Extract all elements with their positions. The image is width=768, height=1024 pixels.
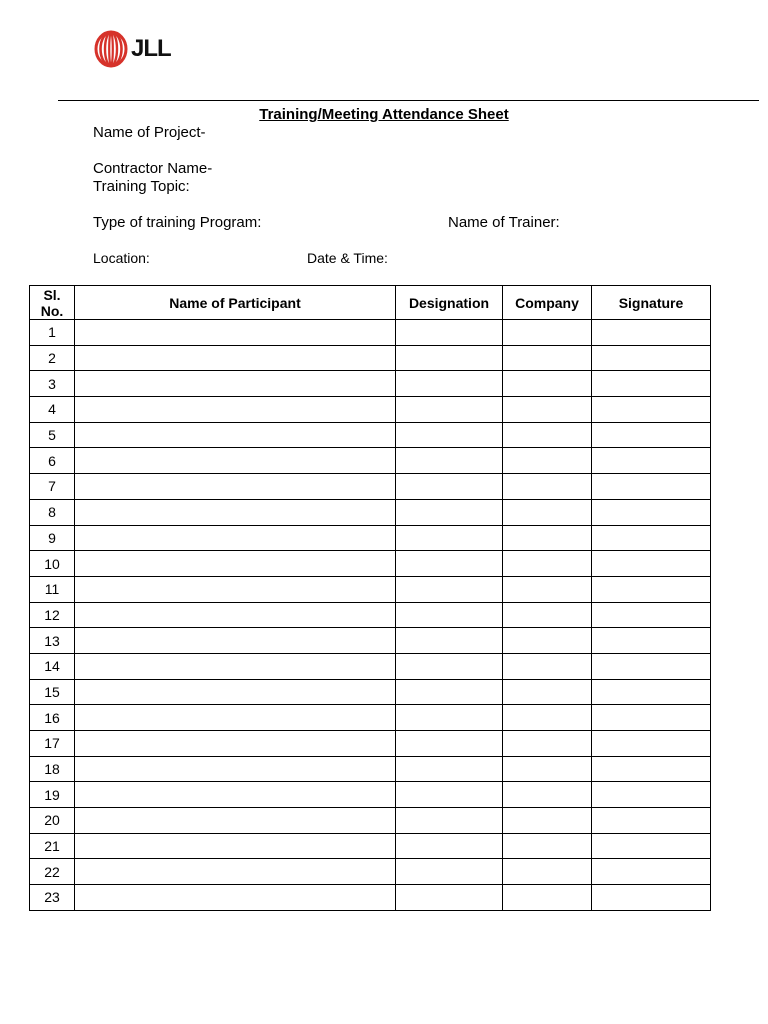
table-row [30,808,711,834]
signature-header: Signature [592,286,711,320]
sl-no-cell: 21 [30,833,75,859]
company-cell[interactable] [503,859,592,885]
table-row [30,551,711,577]
designation-cell[interactable] [396,679,503,705]
table-row [30,628,711,654]
sl-no-cell: 13 [30,628,75,654]
signature-cell[interactable] [592,499,711,525]
participant-name-cell[interactable] [75,833,396,859]
sl-no-cell: 20 [30,808,75,834]
participant-name-cell[interactable] [75,474,396,500]
table-row [30,833,711,859]
participant-name-cell[interactable] [75,705,396,731]
participant-name-cell[interactable] [75,679,396,705]
participant-name-cell[interactable] [75,756,396,782]
project-name-label: Name of Project- [93,124,206,141]
participant-name-cell[interactable] [75,628,396,654]
designation-cell[interactable] [396,371,503,397]
company-cell[interactable] [503,653,592,679]
participant-name-cell[interactable] [75,397,396,423]
designation-cell[interactable] [396,833,503,859]
designation-cell[interactable] [396,474,503,500]
sl-no-cell: 2 [30,345,75,371]
participant-name-cell[interactable] [75,576,396,602]
signature-cell[interactable] [592,422,711,448]
training-program-type-label: Type of training Program: [93,214,262,231]
table-row [30,320,711,346]
participant-name-cell[interactable] [75,448,396,474]
participant-name-cell[interactable] [75,653,396,679]
designation-header: Designation [396,286,503,320]
participant-name-cell[interactable] [75,808,396,834]
table-row [30,448,711,474]
company-cell[interactable] [503,474,592,500]
company-cell[interactable] [503,756,592,782]
jll-sphere-icon [94,30,128,68]
designation-cell[interactable] [396,551,503,577]
designation-cell[interactable] [396,345,503,371]
company-cell[interactable] [503,345,592,371]
designation-cell[interactable] [396,397,503,423]
sl-no-cell: 3 [30,371,75,397]
sl-no-cell: 9 [30,525,75,551]
sl-no-cell: 23 [30,885,75,911]
company-cell[interactable] [503,808,592,834]
sl-no-cell: 18 [30,756,75,782]
signature-cell[interactable] [592,859,711,885]
participant-name-cell[interactable] [75,525,396,551]
company-cell[interactable] [503,371,592,397]
company-cell[interactable] [503,628,592,654]
table-row [30,859,711,885]
designation-cell[interactable] [396,653,503,679]
table-row [30,345,711,371]
table-row [30,705,711,731]
table-header-row [30,286,711,320]
company-cell[interactable] [503,731,592,757]
participant-name-cell[interactable] [75,320,396,346]
page-title: Training/Meeting Attendance Sheet [259,106,509,123]
signature-cell[interactable] [592,474,711,500]
company-cell[interactable] [503,705,592,731]
sl-no-cell: 7 [30,474,75,500]
company-cell[interactable] [503,320,592,346]
company-cell[interactable] [503,525,592,551]
signature-cell[interactable] [592,576,711,602]
sl-no-cell: 17 [30,731,75,757]
designation-cell[interactable] [396,320,503,346]
sl-header-line2: No. [40,302,64,319]
table-row [30,756,711,782]
header-divider [58,100,759,101]
designation-cell[interactable] [396,448,503,474]
participant-name-cell[interactable] [75,345,396,371]
signature-cell[interactable] [592,653,711,679]
signature-cell[interactable] [592,525,711,551]
sl-no-cell: 15 [30,679,75,705]
designation-cell[interactable] [396,859,503,885]
sl-no-cell: 16 [30,705,75,731]
company-header: Company [503,286,592,320]
company-cell[interactable] [503,885,592,911]
table-row [30,499,711,525]
table-row [30,602,711,628]
sl-no-cell: 5 [30,422,75,448]
designation-cell[interactable] [396,422,503,448]
participant-name-cell[interactable] [75,422,396,448]
signature-cell[interactable] [592,885,711,911]
company-cell[interactable] [503,448,592,474]
signature-cell[interactable] [592,808,711,834]
table-row [30,422,711,448]
signature-cell[interactable] [592,345,711,371]
signature-cell[interactable] [592,833,711,859]
contractor-name-label: Contractor Name- [93,160,213,177]
company-cell[interactable] [503,551,592,577]
participant-name-cell[interactable] [75,551,396,577]
participant-name-cell[interactable] [75,782,396,808]
company-cell[interactable] [503,422,592,448]
designation-cell[interactable] [396,782,503,808]
sl-no-cell: 10 [30,551,75,577]
designation-cell[interactable] [396,525,503,551]
sl-no-cell: 22 [30,859,75,885]
table-row [30,653,711,679]
participant-name-cell[interactable] [75,731,396,757]
sl-no-cell: 4 [30,397,75,423]
designation-cell[interactable] [396,808,503,834]
training-topic-label: Training Topic: [93,178,190,195]
sl-no-cell: 1 [30,320,75,346]
logo-text: JLL [131,35,171,62]
designation-cell[interactable] [396,628,503,654]
company-cell[interactable] [503,499,592,525]
participant-name-cell[interactable] [75,499,396,525]
table-row [30,576,711,602]
table-row [30,782,711,808]
signature-cell[interactable] [592,782,711,808]
designation-cell[interactable] [396,731,503,757]
sl-no-cell: 14 [30,653,75,679]
table-row [30,679,711,705]
signature-cell[interactable] [592,756,711,782]
signature-cell[interactable] [592,371,711,397]
sl-no-cell: 6 [30,448,75,474]
table-row [30,885,711,911]
designation-cell[interactable] [396,602,503,628]
signature-cell[interactable] [592,551,711,577]
company-cell[interactable] [503,833,592,859]
company-cell[interactable] [503,782,592,808]
signature-cell[interactable] [592,602,711,628]
designation-cell[interactable] [396,705,503,731]
table-row [30,371,711,397]
participant-name-header: Name of Participant [75,286,396,320]
participant-name-cell[interactable] [75,602,396,628]
sl-no-cell: 19 [30,782,75,808]
sl-no-cell: 11 [30,576,75,602]
company-cell[interactable] [503,679,592,705]
signature-cell[interactable] [592,448,711,474]
date-time-label: Date & Time: [307,250,388,266]
designation-cell[interactable] [396,499,503,525]
designation-cell[interactable] [396,756,503,782]
sl-no-cell: 12 [30,602,75,628]
signature-cell[interactable] [592,731,711,757]
sl-no-cell: 8 [30,499,75,525]
signature-cell[interactable] [592,320,711,346]
company-cell[interactable] [503,602,592,628]
jll-logo [94,30,171,68]
attendance-table [29,285,711,911]
company-cell[interactable] [503,397,592,423]
table-row [30,397,711,423]
table-row [30,525,711,551]
designation-cell[interactable] [396,576,503,602]
designation-cell[interactable] [396,885,503,911]
trainer-name-label: Name of Trainer: [448,214,560,231]
table-row [30,474,711,500]
signature-cell[interactable] [592,679,711,705]
participant-name-cell[interactable] [75,885,396,911]
signature-cell[interactable] [592,705,711,731]
location-label: Location: [93,250,150,266]
company-cell[interactable] [503,576,592,602]
sl-header-line1: Sl. [43,286,61,303]
signature-cell[interactable] [592,628,711,654]
sl-no-header [30,286,75,320]
signature-cell[interactable] [592,397,711,423]
table-row [30,731,711,757]
participant-name-cell[interactable] [75,371,396,397]
participant-name-cell[interactable] [75,859,396,885]
